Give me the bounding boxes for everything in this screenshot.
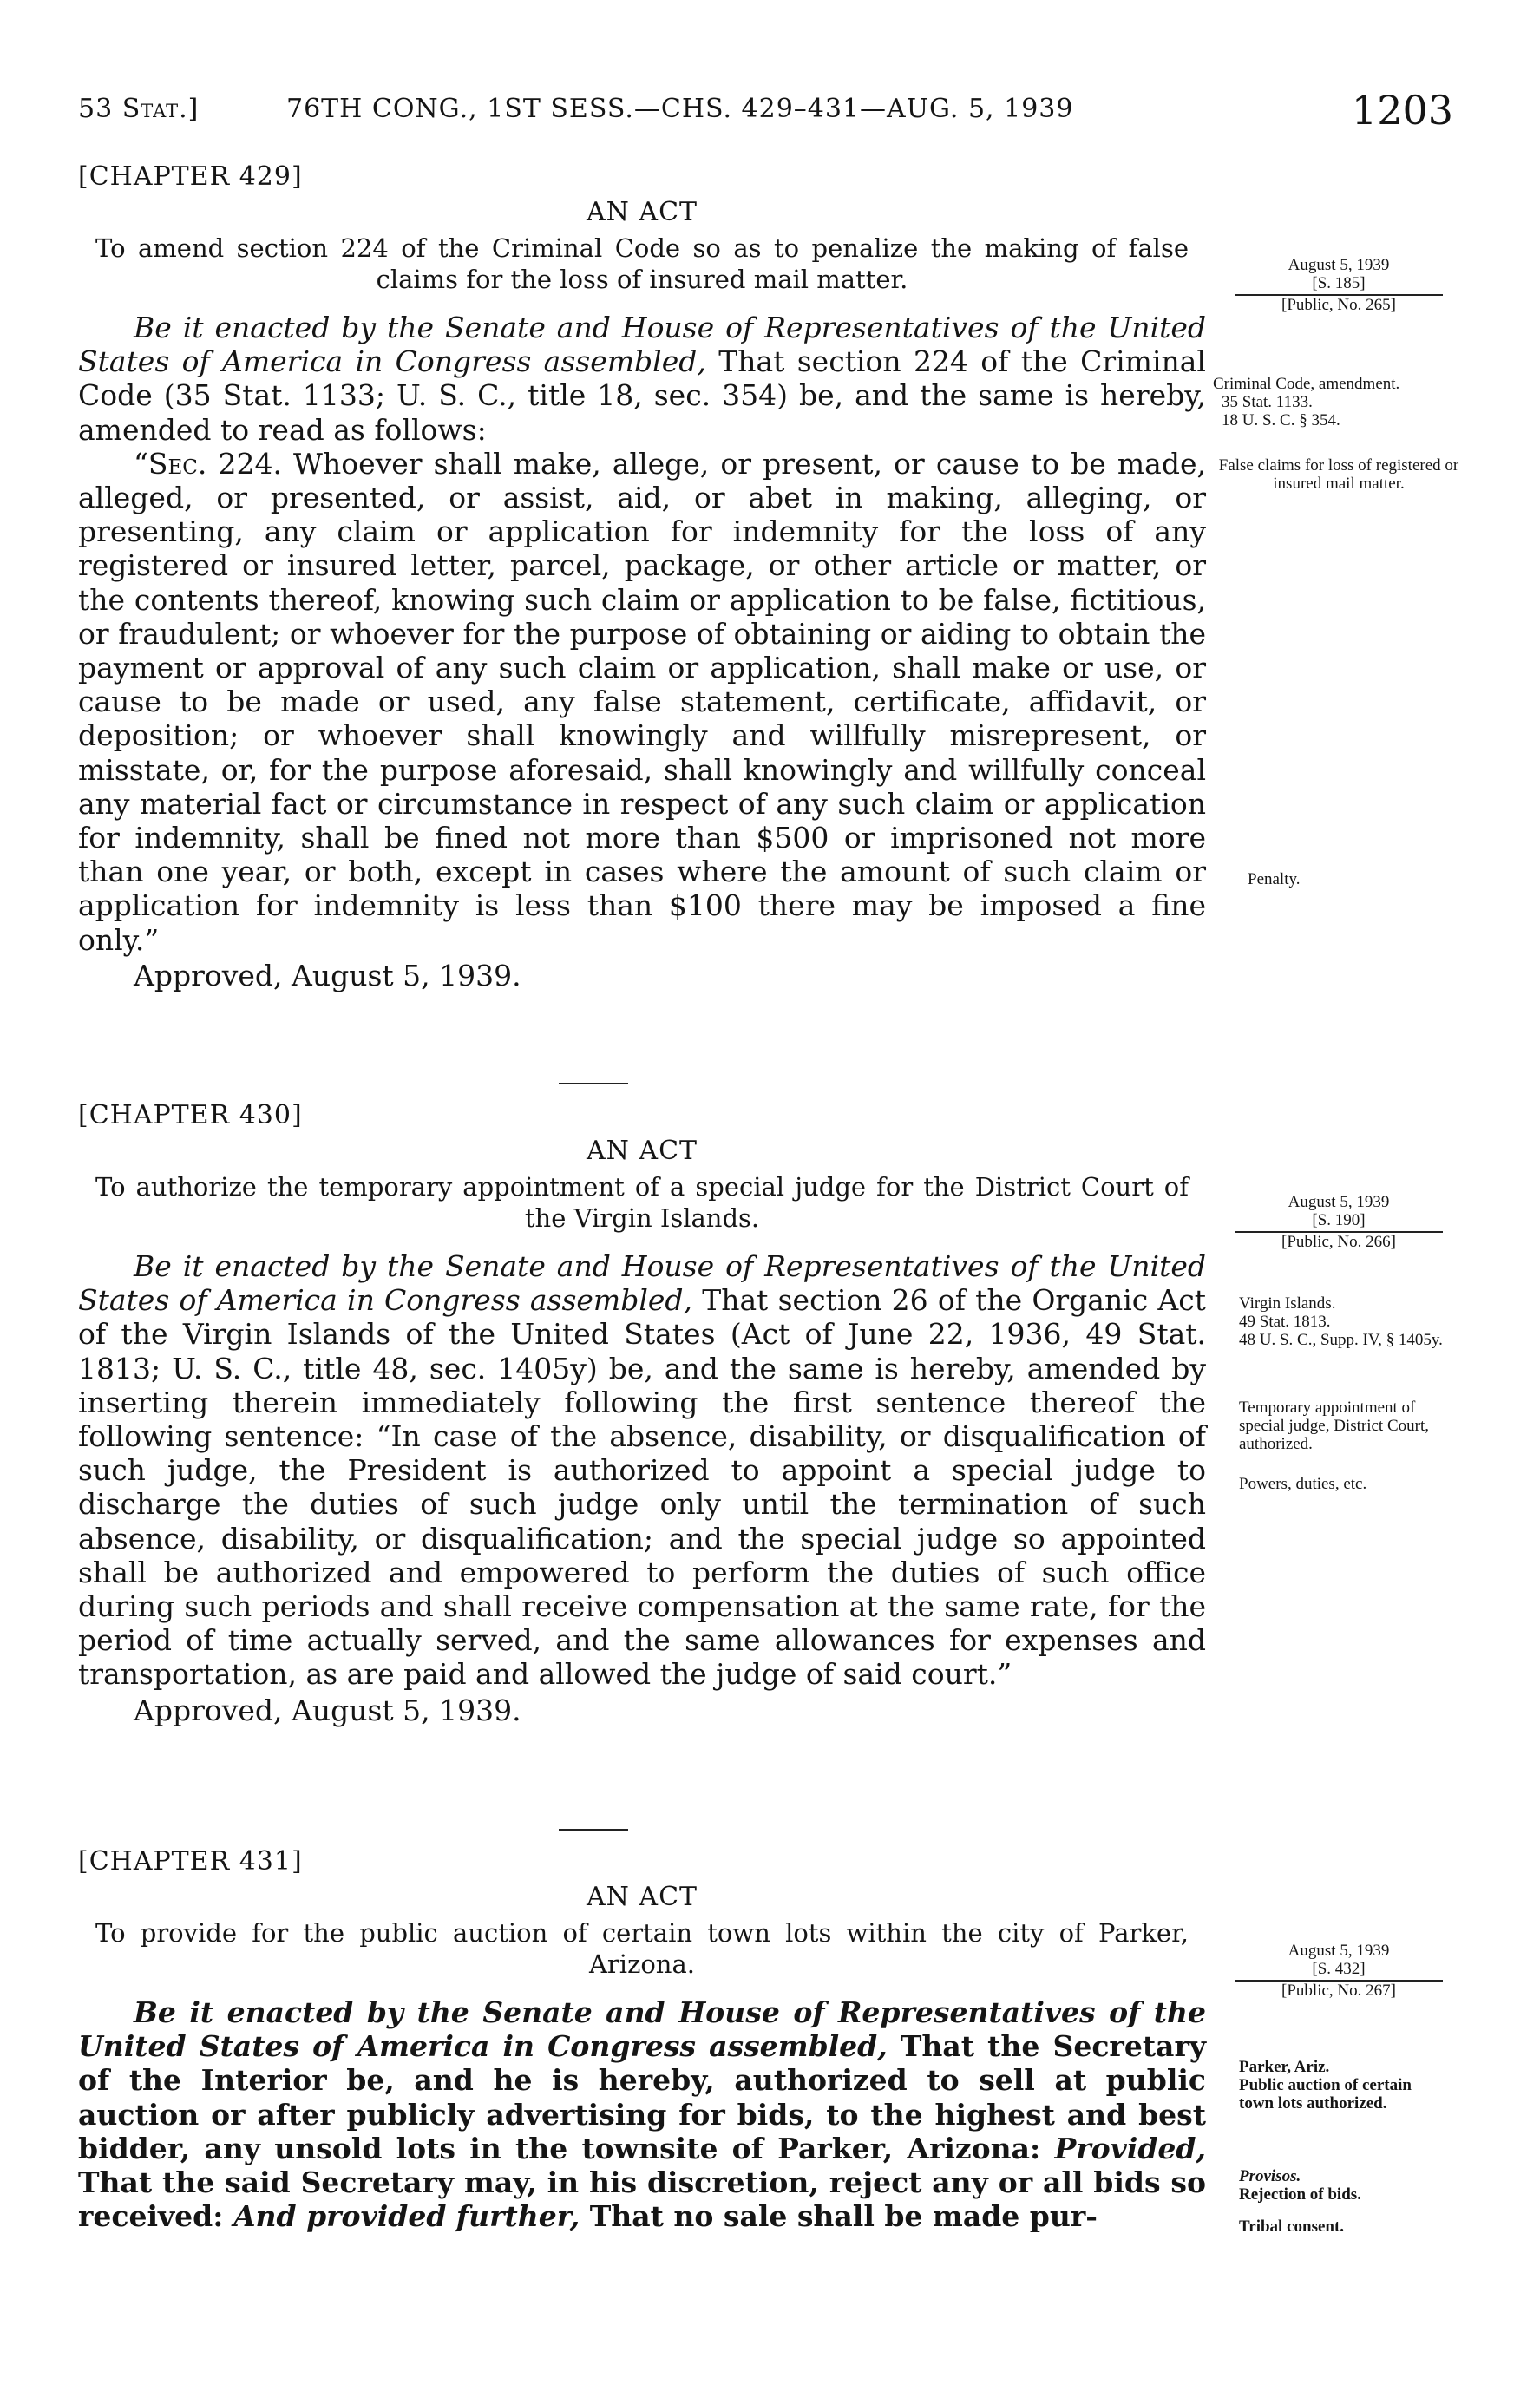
approval-line: Approved, August 5, 1939. <box>134 958 521 992</box>
body-paragraph: That section 224 of the Criminal Code (35 Stat. 1133; U. S. C., title 18, sec. 354) be, and the same is hereby, amended to read as follows: <box>78 344 1206 447</box>
chapter-label: [CHAPTER 431] <box>78 1846 303 1877</box>
margin-bill: [S. 190] <box>1235 1211 1443 1233</box>
margin-note: Tribal consent. <box>1239 2217 1345 2236</box>
body-paragraph: That section 26 of the Organic Act of the Virgin Islands of the United States (Act of June 22, 1936, 49 Stat. 1813; U. S. C., title 48, sec. 1405y) be, and the same is hereby, amended by inserting therein immediately following the first sentence thereof the following sentence: “In case of the absence, disability, or disqualification of such judge, the President is authorized to appoint a special judge to discharge the duties of such judge only until the termination of such absence, disability, or disqualification; and the special judge so appointed shall be authorized and empowered to perform the duties of such office during such periods and shall receive compensation at the same rate, for the period of time actually served, and the same allowances for expenses and transportation, as are paid and allowed the judge of said court.” <box>78 1283 1206 1692</box>
body-paragraph: That the Secretary of the Interior be, and he is hereby, authorized to sell at public auction or after publicly advertising for bids, to the highest and best bidder, any unsold lots in the townsite of Parker, Arizona: <box>78 2029 1207 2165</box>
enacting-clause: Be it enacted by the Senate and House of Representatives of the United States of America in Congress assembled, <box>78 1249 1206 1318</box>
act-body <box>78 1995 1206 2233</box>
margin-note: 18 U. S. C. § 354. <box>1222 411 1340 429</box>
margin-notes <box>1213 1294 1491 1349</box>
section-divider <box>559 1829 628 1831</box>
margin-note: Penalty. <box>1248 870 1301 888</box>
margin-note: Temporary appointment of special judge, District Court, authorized. <box>1239 1399 1429 1453</box>
margin-date-block <box>1213 256 1465 314</box>
chapter-430 <box>78 1100 1206 1727</box>
chapter-label: [CHAPTER 430] <box>78 1100 303 1130</box>
margin-note: Powers, duties, etc. <box>1239 1475 1367 1493</box>
margin-note: Public auction of certain town lots authorized. <box>1239 2076 1412 2113</box>
act-title: To authorize the temporary appointment of a special judge for the District Court of the Virgin Islands. <box>95 1172 1189 1233</box>
margin-note: 49 Stat. 1813. <box>1239 1313 1331 1331</box>
margin-date: August 5, 1939 <box>1288 256 1390 274</box>
enacting-clause: Be it enacted by the Senate and House of Representatives of the United States of America in Congress assembled, <box>78 1995 1206 2064</box>
margin-notes <box>1213 2058 1491 2113</box>
margin-date-block <box>1213 1942 1465 2000</box>
margin-public-law: [Public, No. 265] <box>1281 296 1396 314</box>
running-header <box>78 87 1453 139</box>
act-body <box>78 1249 1206 1692</box>
margin-public-law: [Public, No. 267] <box>1281 1982 1396 2000</box>
act-title: To amend section 224 of the Criminal Code so as to penalize the making of false claims for the loss of insured mail matter. <box>95 233 1189 294</box>
body-paragraph: 224. Whoever shall make, allege, or present, or cause to be made, alleged, or presented, or assist, aid, or abet in making, alleging, or presenting, any claim or application for indemnity for the loss of any registered or insured letter, parcel, package, or other article or matter, or the contents thereof, knowing such claim or application to be false, fictitious, or fraudulent; or whoever for the purpose of obtaining or aiding to obtain the payment or approval of any such claim or application, shall make or use, or cause to be made or used, any false statement, certificate, affidavit, or deposition; or whoever shall knowingly and willfully misrepresent, or misstate, or, for the purpose aforesaid, shall knowingly and willfully conceal any material fact or circumstance in respect of any such claim or application for indemnity, shall be fined not more than $500 or imprisoned not more than one year, or both, except in cases where the amount of such claim or application for indemnity is less than $100 there may be imposed a fine only.” <box>78 446 1206 957</box>
section-label: “Sec. <box>134 446 207 481</box>
margin-date: August 5, 1939 <box>1288 1193 1390 1211</box>
section-divider <box>559 1083 628 1084</box>
margin-note: 35 Stat. 1133. <box>1222 393 1313 411</box>
margin-note: 48 U. S. C., Supp. IV, § 1405y. <box>1239 1331 1443 1349</box>
margin-note: False claims for loss of registered or insured mail matter. <box>1218 456 1459 493</box>
session-line: 76TH CONG., 1ST SESS.—CHS. 429–431—AUG. 5, 1939 <box>286 94 1074 124</box>
margin-bill: [S. 432] <box>1235 1960 1443 1982</box>
act-title: To provide for the public auction of certain town lots within the city of Parker, Arizona. <box>95 1918 1189 1979</box>
an-act-heading: AN ACT <box>586 1882 698 1912</box>
chapter-429 <box>78 161 1206 992</box>
margin-note: Parker, Ariz. <box>1239 2058 1330 2076</box>
page-number: 1203 <box>1351 87 1453 134</box>
margin-note: Virgin Islands. <box>1239 1294 1336 1313</box>
margin-date: August 5, 1939 <box>1288 1942 1390 1960</box>
body-paragraph: That no sale shall be made pur- <box>589 2199 1098 2234</box>
chapter-431 <box>78 1846 1206 2233</box>
chapter-label: [CHAPTER 429] <box>78 161 303 192</box>
act-body <box>78 311 1206 957</box>
approval-line: Approved, August 5, 1939. <box>134 1693 521 1727</box>
margin-public-law: [Public, No. 266] <box>1281 1233 1396 1251</box>
an-act-heading: AN ACT <box>586 1136 698 1166</box>
margin-note: Rejection of bids. <box>1239 2185 1361 2204</box>
margin-bill: [S. 185] <box>1235 274 1443 296</box>
proviso-label: And provided further, <box>233 2199 580 2234</box>
statute-volume: 53 Stat.] <box>78 94 200 124</box>
enacting-clause: Be it enacted by the Senate and House of Representatives of the United States of America in Congress assembled, <box>78 311 1206 379</box>
body-paragraph: That the said Secretary may, in his discretion, reject any or all bids so received: <box>78 2165 1206 2234</box>
margin-notes <box>1213 2167 1491 2204</box>
margin-note: Criminal Code, amendment. <box>1213 375 1400 393</box>
an-act-heading: AN ACT <box>586 197 698 227</box>
margin-date-block <box>1213 1193 1465 1251</box>
margin-note: Provisos. <box>1239 2167 1301 2185</box>
proviso-label: Provided, <box>1054 2131 1206 2165</box>
margin-notes <box>1213 375 1465 429</box>
